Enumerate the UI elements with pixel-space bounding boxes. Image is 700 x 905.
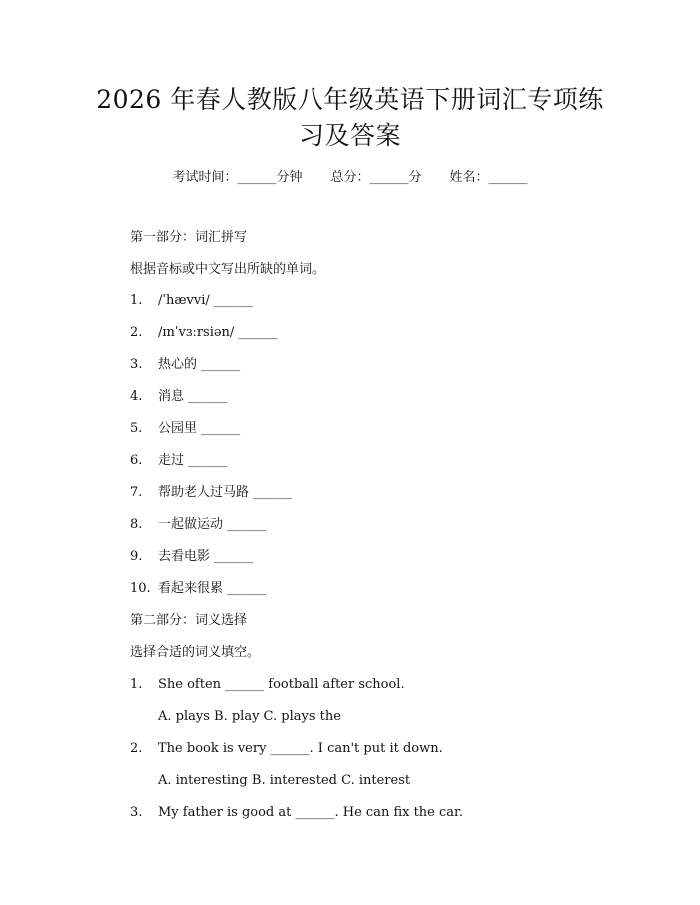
item-number: 2. bbox=[130, 741, 143, 756]
page-title-line-1: 2026 年春人教版八年级英语下册词汇专项练 bbox=[96, 85, 604, 114]
question-item bbox=[130, 804, 463, 822]
list-item bbox=[130, 484, 292, 502]
item-text: 走过 ______ bbox=[158, 453, 228, 468]
item-number: 1. bbox=[130, 293, 143, 308]
list-item bbox=[130, 420, 240, 438]
exam-score: 总分：______分 bbox=[330, 170, 422, 185]
page-title-line-2: 习及答案 bbox=[298, 121, 401, 150]
item-text: 看起来很累 ______ bbox=[158, 581, 267, 596]
list-item bbox=[130, 324, 277, 342]
item-number: 8. bbox=[130, 517, 143, 532]
item-text: 去看电影 ______ bbox=[158, 549, 254, 564]
list-item bbox=[130, 388, 227, 406]
list-item bbox=[130, 516, 266, 534]
exam-time: 考试时间：______分钟 bbox=[172, 170, 303, 185]
part1-heading: 第一部分：词汇拼写 bbox=[130, 230, 248, 245]
item-text: /ˈhævvi/ ______ bbox=[158, 293, 253, 308]
student-name: 姓名：______ bbox=[449, 170, 528, 185]
exam-meta bbox=[0, 169, 700, 187]
question-options: A. plays B. play C. plays the bbox=[158, 709, 341, 724]
item-text: 消息 ______ bbox=[158, 389, 228, 404]
item-number: 6. bbox=[130, 453, 143, 468]
question-options: A. interesting B. interested C. interest bbox=[158, 773, 411, 788]
item-number: 10. bbox=[130, 581, 151, 596]
item-number: 9. bbox=[130, 549, 143, 564]
item-text: 公园里 ______ bbox=[158, 421, 241, 436]
item-number: 3. bbox=[130, 357, 143, 372]
part1-instruction: 根据音标或中文写出所缺的单词。 bbox=[130, 262, 326, 277]
item-number: 1. bbox=[130, 677, 143, 692]
item-text: 一起做运动 ______ bbox=[158, 517, 267, 532]
item-number: 2. bbox=[130, 325, 143, 340]
list-item bbox=[130, 580, 266, 598]
item-number: 4. bbox=[130, 389, 143, 404]
item-number: 3. bbox=[130, 805, 143, 820]
item-number: 7. bbox=[130, 485, 143, 500]
list-item bbox=[130, 452, 227, 470]
question-item bbox=[130, 676, 405, 694]
list-item bbox=[130, 548, 253, 566]
part2-heading: 第二部分：词义选择 bbox=[130, 613, 248, 628]
list-item bbox=[130, 292, 253, 310]
part2-instruction: 选择合适的词义填空。 bbox=[130, 645, 261, 660]
question-text: She often ______ football after school. bbox=[158, 677, 405, 692]
question-text: The book is very ______. I can't put it down. bbox=[158, 741, 443, 756]
item-text: /ɪnˈvɜːrsiən/ ______ bbox=[158, 325, 278, 340]
item-number: 5. bbox=[130, 421, 143, 436]
question-item bbox=[130, 740, 443, 758]
item-text: 热心的 ______ bbox=[158, 357, 241, 372]
item-text: 帮助老人过马路 ______ bbox=[158, 485, 293, 500]
question-text: My father is good at ______. He can fix the car. bbox=[158, 805, 463, 820]
list-item bbox=[130, 356, 240, 374]
